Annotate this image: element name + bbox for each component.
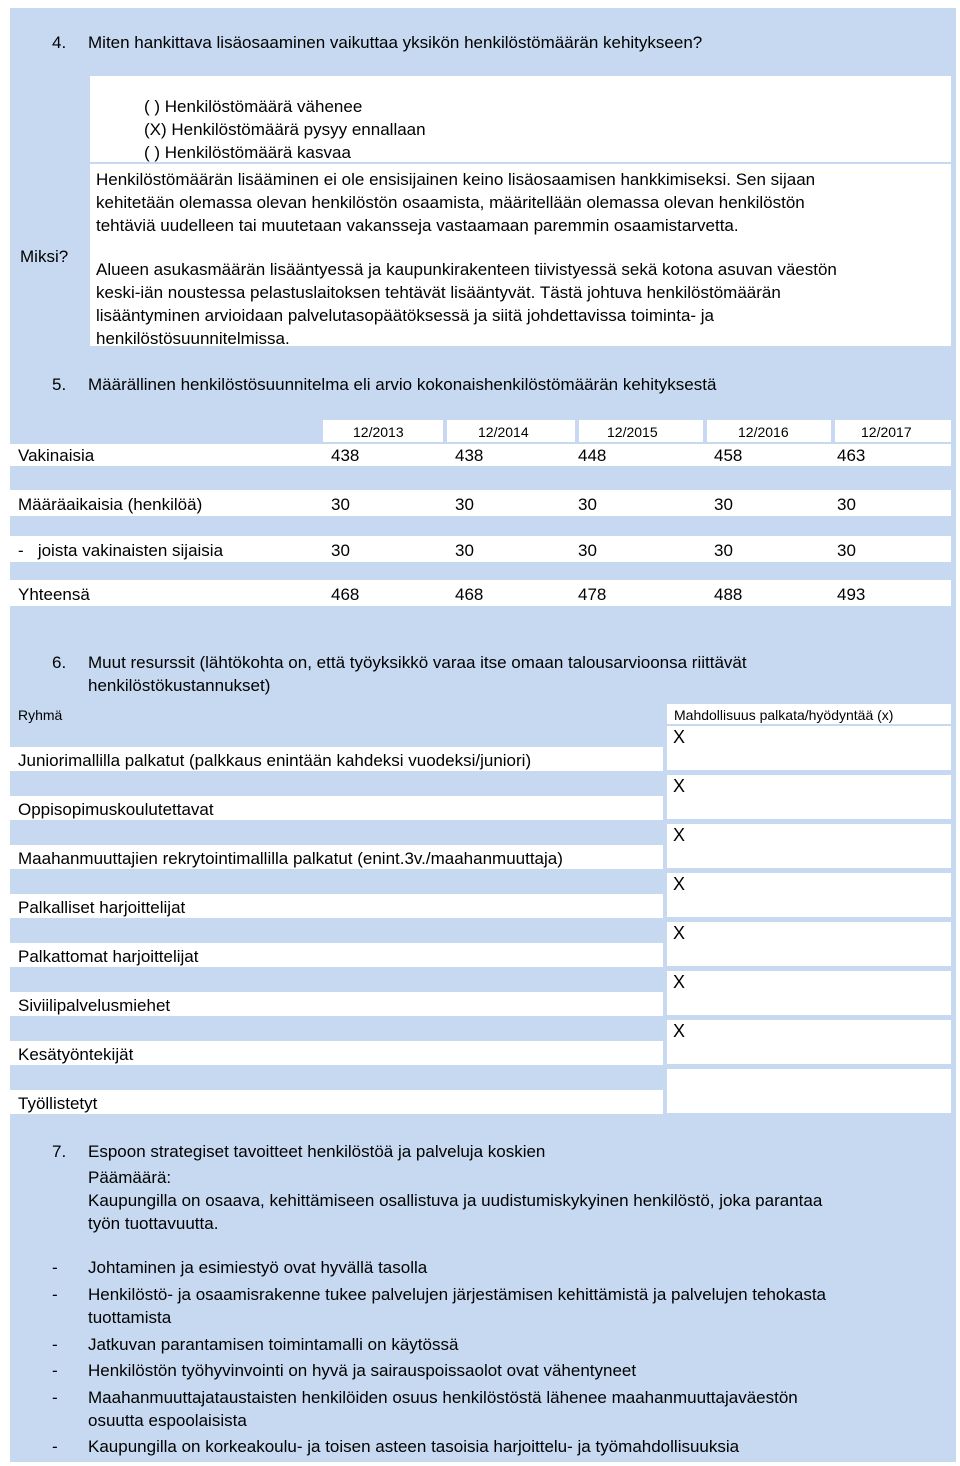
row-value: 463 — [837, 446, 866, 465]
row-label-sijaisia: - joista vakinaisten sijaisia — [18, 541, 224, 560]
row-label-yhteensa: Yhteensä — [18, 585, 90, 604]
row-value: 30 — [578, 495, 597, 514]
mark-cell — [667, 824, 951, 868]
row-value: 30 — [331, 495, 350, 514]
row-value: 478 — [578, 585, 607, 604]
row-value: 30 — [714, 541, 733, 560]
mark-x: X — [673, 727, 686, 747]
section6-title-line1: Muut resurssit (lähtökohta on, että työyksikkö varaa itse omaan talousarvioonsa riittävät — [88, 653, 747, 672]
reason-p1-line1: Henkilöstömäärän lisääminen ei ole ensisijainen keino lisäosaamisen hankkimiseksi. Sen sijaan — [96, 170, 816, 189]
group-label-siviilipalvelus: Siviilipalvelusmiehet — [18, 996, 171, 1015]
list-item — [10, 1090, 663, 1114]
bullet-dash: - — [52, 1258, 58, 1277]
mark-cell — [667, 971, 951, 1015]
mark-cell — [667, 1069, 951, 1113]
row-value: 30 — [331, 541, 350, 560]
row-label-vakinaisia: Vakinaisia — [18, 446, 95, 465]
mark-cell — [667, 873, 951, 917]
option-decrease[interactable]: ( ) Henkilöstömäärä vähenee — [144, 97, 363, 116]
why-label: Miksi? — [20, 247, 69, 266]
row-value: 458 — [714, 446, 743, 465]
mark-x: X — [673, 874, 686, 894]
group-label-palkattomat: Palkattomat harjoittelijat — [18, 947, 199, 966]
row-value: 30 — [714, 495, 733, 514]
year-label: 12/2013 — [353, 424, 404, 440]
goal-label: Päämäärä: — [88, 1168, 172, 1187]
section5-title: Määrällinen henkilöstösuunnitelma eli arvio kokonaishenkilöstömäärän kehityksestä — [88, 375, 717, 394]
reason-p2-line4: henkilöstösuunnitelmissa. — [96, 329, 290, 348]
mark-x: X — [673, 972, 686, 992]
mark-cell — [667, 922, 951, 966]
bullet-item: Maahanmuuttajataustaisten henkilöiden osuus henkilöstöstä lähenee maahanmuuttajaväestön — [88, 1388, 798, 1407]
bullet-dash: - — [52, 1388, 58, 1407]
bullet-dash: - — [52, 1437, 58, 1456]
bullet-item-cont: tuottamista — [88, 1308, 172, 1327]
row-value: 468 — [331, 585, 360, 604]
row-value: 30 — [455, 495, 474, 514]
bullet-dash: - — [52, 1335, 58, 1354]
year-label: 12/2014 — [478, 424, 529, 440]
group-label-palkalliset: Palkalliset harjoittelijat — [18, 898, 186, 917]
row-value: 30 — [455, 541, 474, 560]
reason-p2-line2: keski-iän noustessa pelastuslaitoksen tehtävät lisääntyvät. Tästä johtuva henkilöstömäärän — [96, 283, 781, 302]
row-value: 30 — [578, 541, 597, 560]
reason-p1-line3: tehtäviä uudelleen tai muutetaan vakansseja vastaamaan paremmin osaamistarvetta. — [96, 216, 739, 235]
goal-line1: Kaupungilla on osaava, kehittämiseen osallistuva ja uudistumiskykyinen henkilöstö, joka parantaa — [88, 1191, 823, 1210]
group-header: Ryhmä — [18, 707, 63, 723]
reason-p2-line1: Alueen asukasmäärän lisääntyessä ja kaupunkirakenteen tiivistyessä sekä kotona asuvan väestön — [96, 260, 837, 279]
section4-number: 4. — [52, 33, 67, 52]
row-value: 30 — [837, 541, 856, 560]
mark-x: X — [673, 825, 686, 845]
section4-question: Miten hankittava lisäosaaminen vaikuttaa yksikön henkilöstömäärän kehitykseen? — [88, 33, 703, 52]
bullet-item: Henkilöstö- ja osaamisrakenne tukee palvelujen järjestämisen kehittämistä ja palvelujen tehokasta — [88, 1285, 827, 1304]
year-label: 12/2017 — [861, 424, 912, 440]
row-value: 438 — [331, 446, 360, 465]
mark-x: X — [673, 776, 686, 796]
section5-number: 5. — [52, 375, 67, 394]
group-label-tyollistetyt: Työllistetyt — [18, 1094, 98, 1113]
section6-title-line2: henkilöstökustannukset) — [88, 676, 271, 695]
row-value: 468 — [455, 585, 484, 604]
year-label: 12/2016 — [738, 424, 789, 440]
row-label-maaraaikaisia: Määräaikaisia (henkilöä) — [18, 495, 203, 514]
row-value: 488 — [714, 585, 743, 604]
mark-cell — [667, 726, 951, 770]
year-label: 12/2015 — [607, 424, 658, 440]
mark-cell — [667, 775, 951, 819]
group-label-maahanmuuttaja: Maahanmuuttajien rekrytointimallilla palkatut (enint.3v./maahanmuuttaja) — [18, 849, 563, 868]
group-label-juniori: Juniorimallilla palkatut (palkkaus enintään kahdeksi vuodeksi/juniori) — [18, 751, 532, 770]
possibility-header: Mahdollisuus palkata/hyödyntää (x) — [674, 707, 894, 723]
bullet-item: Johtaminen ja esimiestyö ovat hyvällä tasolla — [88, 1258, 428, 1277]
section6-number: 6. — [52, 653, 67, 672]
reason-p1-line2: kehitetään olemassa olevan henkilöstön osaamista, määritellään olemassa olevan henkilöstön — [96, 193, 805, 212]
group-label-oppisopimus: Oppisopimuskoulutettavat — [18, 800, 214, 819]
bullet-dash: - — [52, 1361, 58, 1380]
mark-x: X — [673, 923, 686, 943]
row-value: 448 — [578, 446, 607, 465]
option-unchanged[interactable]: (X) Henkilöstömäärä pysyy ennallaan — [144, 120, 426, 139]
bullet-dash: - — [52, 1285, 58, 1304]
bullet-item-cont: osuutta espoolaisista — [88, 1411, 247, 1430]
goal-line2: työn tuottavuutta. — [88, 1214, 219, 1233]
section7-number: 7. — [52, 1142, 67, 1161]
row-value: 30 — [837, 495, 856, 514]
bullet-item: Henkilöstön työhyvinvointi on hyvä ja sairauspoissaolot ovat vähentyneet — [88, 1361, 637, 1380]
bullet-item: Jatkuvan parantamisen toimintamalli on käytössä — [88, 1335, 459, 1354]
option-increase[interactable]: ( ) Henkilöstömäärä kasvaa — [144, 143, 351, 162]
group-label-kesatyo: Kesätyöntekijät — [18, 1045, 134, 1064]
reason-p2-line3: lisääntyminen arvioidaan palvelutasopäätöksessä ja siitä johdettavissa toiminta- ja — [96, 306, 715, 325]
mark-cell — [667, 1020, 951, 1064]
mark-x: X — [673, 1021, 686, 1041]
row-value: 493 — [837, 585, 866, 604]
row-value: 438 — [455, 446, 484, 465]
section7-title: Espoon strategiset tavoitteet henkilöstöä ja palveluja koskien — [88, 1142, 546, 1161]
bullet-item: Kaupungilla on korkeakoulu- ja toisen asteen tasoisia harjoittelu- ja työmahdollisuuksia — [88, 1437, 740, 1456]
